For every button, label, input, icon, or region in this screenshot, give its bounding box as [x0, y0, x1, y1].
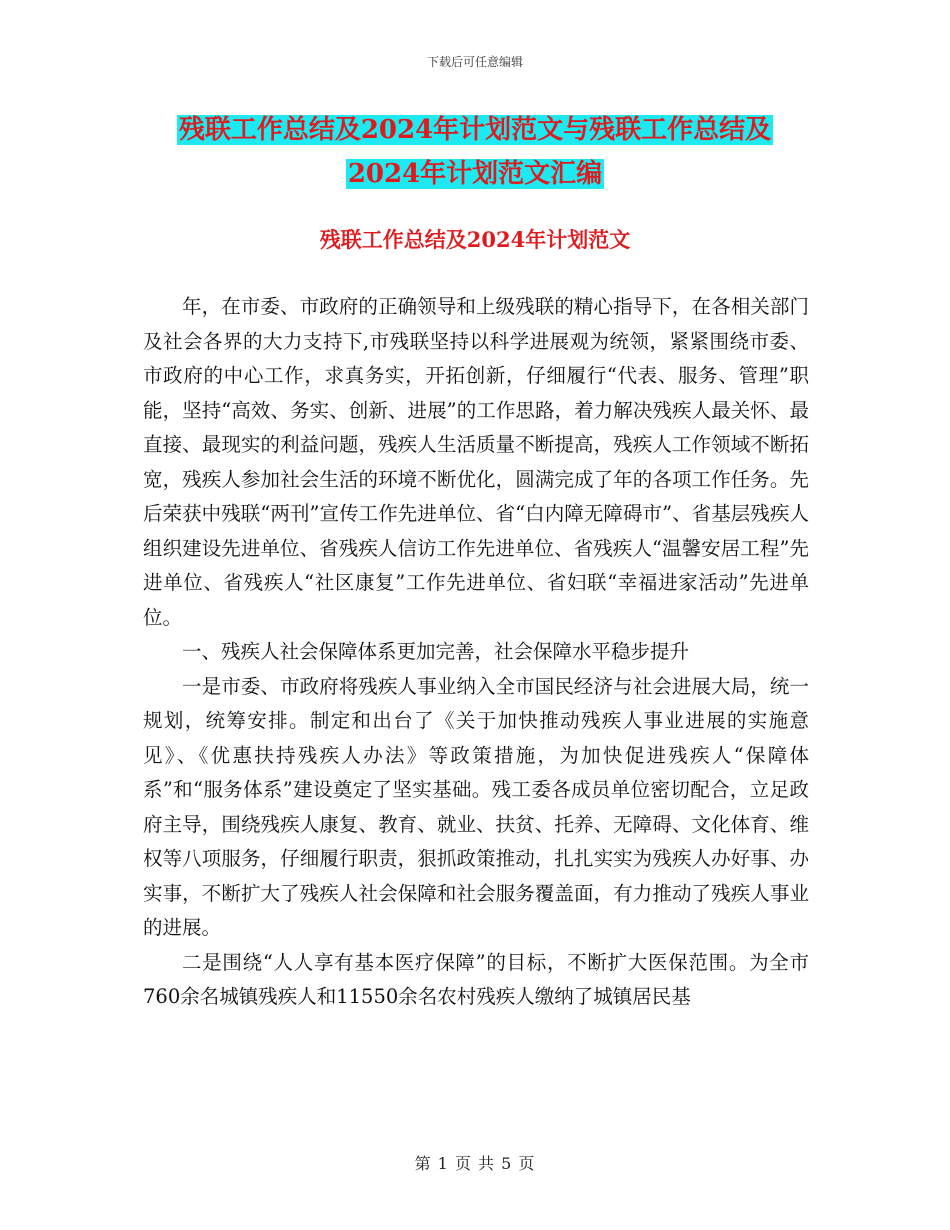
paragraph-intro: 年，在市委、市政府的正确领导和上级残联的精心指导下，在各相关部门及社会各界的大力支持下,市残联坚持以科学进展观为统领，紧紧围绕市委、市政府的中心工作，求真务实，开拓创新，仔细履行“代表、服务、管理”职能，坚持“高效、务实、创新、进展”的工作思路，着力解决残疾人最关怀、最直接、最现实的利益问题，残疾人生活质量不断提高，残疾人工作领域不断拓宽，残疾人参加社会生活的环境不断优化，圆满完成了年的各项工作任务。先后荣获中残联“两刊”宣传工作先进单位、省“白内障无障碍市”、省基层残疾人组织建设先进单位、省残疾人信访工作先进单位、省残疾人“温馨安居工程”先进单位、省残疾人“社区康复”工作先进单位、省妇联“幸福进家活动”先进单位。 [143, 295, 809, 629]
paragraph-heading-1: 一、残疾人社会保障体系更加完善，社会保障水平稳步提升 [182, 640, 690, 663]
document-title-line-1 [0, 113, 950, 147]
paragraph-point-2: 二是围绕“人人享有基本医疗保障”的目标，不断扩大医保范围。为全市760余名城镇残疾人和11550余名农村残疾人缴纳了城镇居民基 [143, 950, 809, 1008]
document-title-line-2 [0, 157, 950, 191]
paragraph-point-1: 一是市委、市政府将残疾人事业纳入全市国民经济与社会进展大局，统一规划，统筹安排。制定和出台了《关于加快推动残疾人事业进展的实施意见》、《优惠扶持残疾人办法》等政策措施，为加快促进残疾人“保障体系”和“服务体系”建设奠定了坚实基础。残工委各成员单位密切配合，立足政府主导，围绕残疾人康复、教育、就业、扶贫、托养、无障碍、文化体育、维权等八项服务，仔细履行职责，狠抓政策推动，扎扎实实为残疾人办好事、办实事，不断扩大了残疾人社会保障和社会服务覆盖面，有力推动了残疾人事业的进展。 [143, 674, 809, 939]
page-footer: 第 1 页 共 5 页 [414, 1154, 536, 1173]
document-body [143, 290, 809, 1015]
section-title: 残联工作总结及2024年计划范文 [319, 227, 631, 252]
title-highlight-1: 残联工作总结及2024年计划范文与残联工作总结及 [178, 115, 772, 145]
header-note: 下载后可任意编辑 [426, 55, 523, 69]
title-highlight-2: 2024年计划范文汇编 [347, 159, 603, 189]
